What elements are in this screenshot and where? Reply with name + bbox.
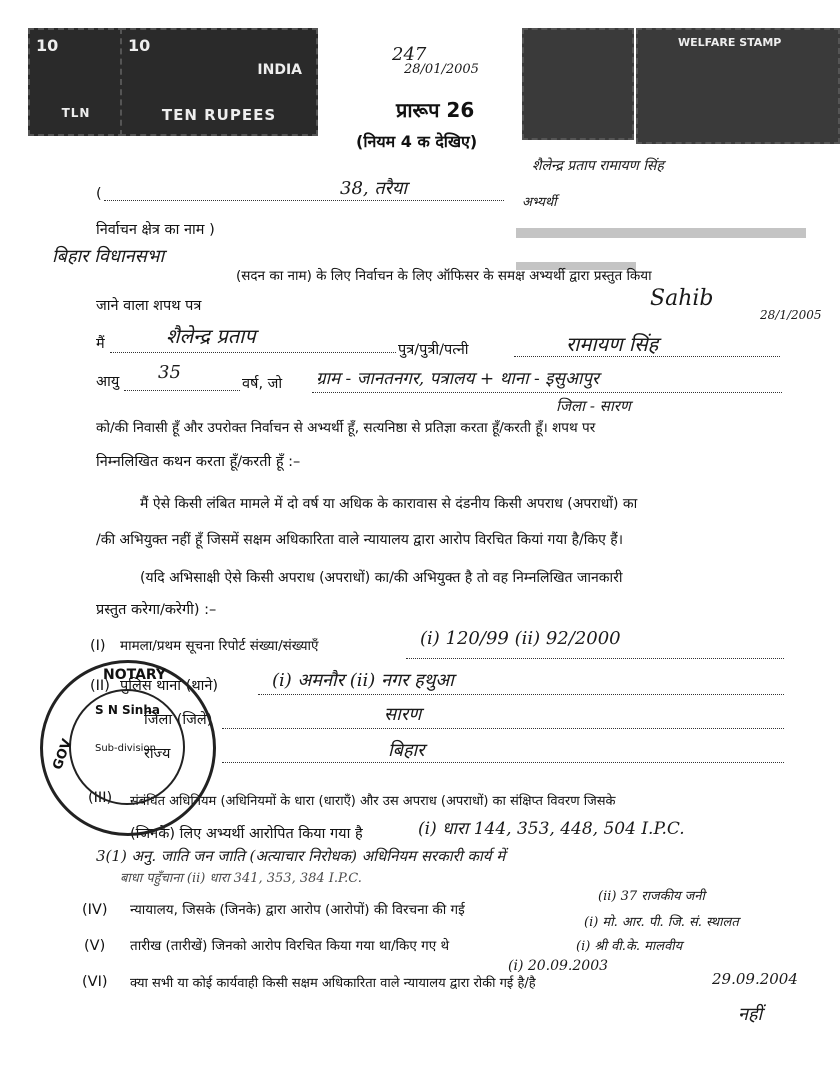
item-6-label: क्या सभी या कोई कार्यवाही किसी सक्षम अधिकारिता वाले न्यायालय द्वारा रोकी गई है/है [130, 976, 536, 991]
charges-line-3: बाधा पहुँचाना (ii) धारा 341, 353, 384 I.P.C. [120, 871, 362, 886]
court-fee-stamp-2: 10 INDIA TEN RUPEES [120, 28, 318, 136]
item-6-num: (VI) [82, 974, 108, 990]
annotation-name: शैलेन्द्र प्रताप रामायण सिंह [532, 158, 664, 174]
rule-reference: (नियम 4 क देखिए) [356, 132, 478, 151]
date-line-2: (i) 20.09.2003 [508, 958, 609, 974]
father-value: रामायण सिंह [566, 332, 659, 356]
welfare-stamp-1 [522, 28, 634, 140]
item-4-value: (i) मो. आर. पी. जि. सं. स्थालत [584, 915, 739, 930]
state-label: राज्य [144, 746, 171, 762]
signature-date: 28/1/2005 [760, 308, 822, 322]
me-label: मैं [96, 336, 105, 352]
ref-number: 247 [392, 44, 427, 65]
item-5-label: तारीख (तारीखें) जिनको आरोप विरचित किया गया था/किए गए थे [130, 938, 450, 954]
welfare-stamp-2: WELFARE STAMP [636, 28, 840, 144]
item-2-label: पुलिस थाना (थाने) [120, 678, 219, 694]
item-1-value: (i) 120/99 (ii) 92/2000 [420, 628, 621, 649]
annotation-candidate: अभ्यर्थी [522, 195, 557, 210]
item-4-num: (IV) [82, 902, 108, 918]
item-5-value: (i) श्री वी.के. मालवीय [576, 939, 683, 954]
para1-line1: मैं ऐसे किसी लंबित मामले में दो वर्ष या अधिक के कारावास से दंडनीय किसी अपराध (अपराधों) का [140, 496, 638, 512]
item-2-value: (i) अमनौर (ii) नगर हथुआ [272, 670, 454, 691]
district-value: सारण [384, 704, 422, 725]
item-6-value: 29.09.2004 [712, 970, 798, 988]
notary-seal: NOTARY S N Sinha Sub-division GOV [40, 660, 216, 836]
item-2-num: (II) [90, 678, 110, 694]
statement-text: निम्नलिखित कथन करता हूँ/करती हूँ :– [96, 454, 301, 470]
age-label: आयु [96, 374, 120, 390]
court-fee-stamp-1: 10 TLN [28, 28, 124, 136]
constituency-label: निर्वाचन क्षेत्र का नाम ) [96, 222, 215, 238]
constituency-open: ( [96, 186, 102, 202]
item-3-num: (III) [88, 790, 113, 806]
item-5-num: (V) [84, 938, 106, 954]
district-label: जिला (जिले) [144, 712, 213, 728]
form-number: प्रारूप 26 [396, 98, 475, 122]
constituency-value: 38, तरैया [340, 178, 408, 199]
house-value: बिहार विधानसभा [52, 246, 165, 267]
court-line-2: (ii) 37 राजकीय जनी [598, 889, 705, 904]
state-value: बिहार [388, 740, 425, 761]
scribble-block [516, 228, 806, 238]
ref-date: 28/01/2005 [404, 62, 479, 77]
signature: Sahib [650, 286, 714, 311]
age-value: 35 [158, 362, 181, 383]
answer-no: नहीं [738, 1004, 763, 1025]
item-3-value: (i) धारा 144, 353, 448, 504 I.P.C. [418, 819, 685, 839]
relation-label: पुत्र/पुत्री/पत्नी [398, 342, 469, 358]
address-value: ग्राम - जानतनगर, पत्रालय + थाना - इसुआपुर [316, 369, 599, 389]
resident-text: को/की निवासी हूँ और उपरोक्त निर्वाचन से अभ्यर्थी हूँ, सत्यनिष्ठा से प्रतिज्ञा करता हूँ/करती हूँ। शपथ पर [96, 420, 596, 436]
item-1-label: मामला/प्रथम सूचना रिपोर्ट संख्या/संख्याएँ [120, 638, 319, 654]
item-3-label-2: (जिनके) लिए अभ्यर्थी आरोपित किया गया है [130, 826, 363, 842]
charges-line-2: 3(1) अनु. जाति जन जाति (अत्याचार निरोधक) अधिनियम सरकारी कार्य में [96, 847, 506, 865]
name-value: शैलेन्द्र प्रताप [166, 324, 256, 348]
years-label: वर्ष, जो [242, 376, 283, 392]
item-1-num: (I) [90, 638, 106, 654]
address-district: जिला - सारण [556, 397, 631, 415]
para1-line2: /की अभियुक्त नहीं हूँ जिसमें सक्षम अधिकारिता वाले न्यायालय द्वारा आरोप विरचित कियां गया है/किए हैं। [96, 532, 624, 548]
house-text: (सदन का नाम) के लिए निर्वाचन के लिए ऑफिसर के समक्ष अभ्यर्थी द्वारा प्रस्तुत किया [236, 268, 652, 284]
item-3-label: संबंधित अधिनियम (अधिनियमों के धारा (धाराएँ) और उस अपराध (अपराधों) का संक्षिप्त विवरण जिसके [130, 794, 616, 809]
para2-line2: प्रस्तुत करेगा/करेगी) :– [96, 602, 217, 618]
item-4-label: न्यायालय, जिसके (जिनके) द्वारा आरोप (आरोपों) की विरचना की गई [130, 902, 465, 918]
para2-line1: (यदि अभिसाक्षी ऐसे किसी अपराध (अपराधों) का/की अभियुक्त है तो वह निम्नलिखित जानकारी [140, 570, 623, 586]
house-text-2: जाने वाला शपथ पत्र [96, 298, 202, 314]
